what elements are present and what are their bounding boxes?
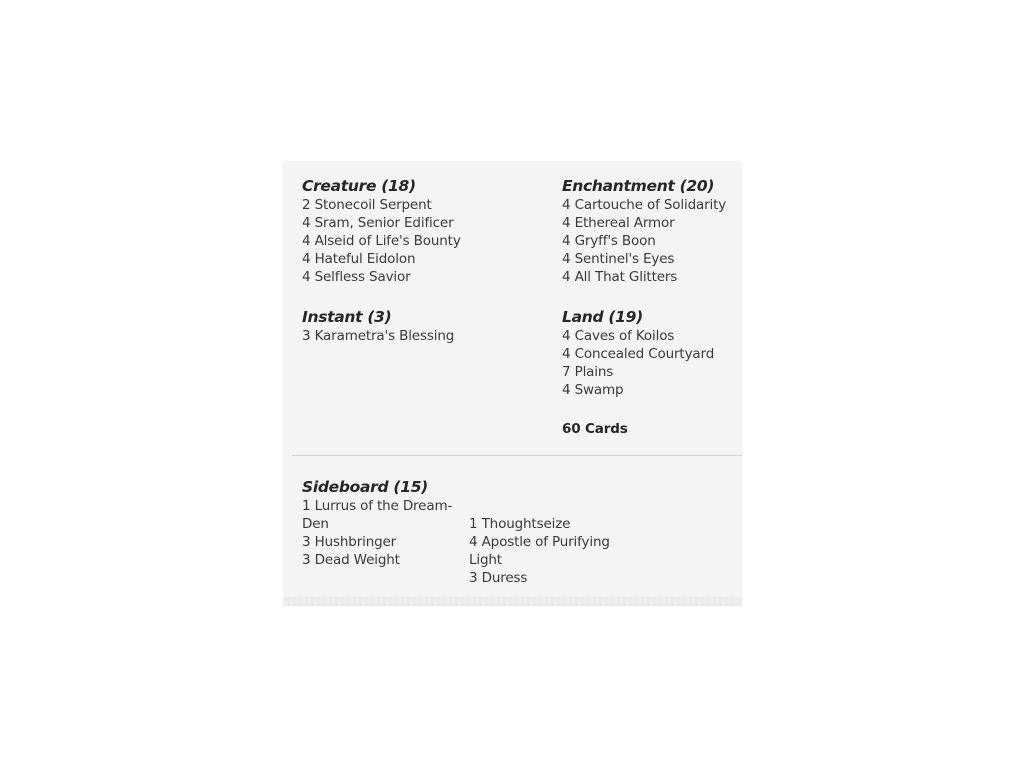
card-entry: 7 Plains xyxy=(562,364,614,380)
card-entry: 3 Duress xyxy=(469,570,528,586)
deck-total: 60 Cards xyxy=(562,421,628,437)
sideboard-divider xyxy=(292,455,742,456)
creature-section xyxy=(302,176,542,286)
card-entry: 4 All That Glitters xyxy=(562,269,678,285)
section-heading-creature: Creature (18) xyxy=(302,177,416,195)
section-heading-instant: Instant (3) xyxy=(302,308,392,326)
card-entry: 4 Selfless Savior xyxy=(302,269,411,285)
card-entry: 3 Hushbringer xyxy=(302,534,397,550)
card-entry: 4 Sentinel's Eyes xyxy=(562,251,675,267)
section-heading-land: Land (19) xyxy=(562,308,643,326)
section-heading-enchantment: Enchantment (20) xyxy=(562,177,715,195)
card-entry: 4 Alseid of Life's Bounty xyxy=(302,233,461,249)
card-entry: 4 Gryff's Boon xyxy=(562,233,656,249)
card-entry: 2 Stonecoil Serpent xyxy=(302,197,432,213)
sideboard-column-2 xyxy=(469,515,629,587)
card-entry: 4 Apostle of Purifying Light xyxy=(469,534,610,568)
land-section xyxy=(562,307,737,399)
main-deck-right-column xyxy=(562,176,737,438)
card-entry: 3 Karametra's Blessing xyxy=(302,328,455,344)
card-entry: 4 Caves of Koilos xyxy=(562,328,675,344)
sideboard-column-1 xyxy=(302,497,457,569)
decklist-panel xyxy=(283,161,742,606)
card-entry: 4 Ethereal Armor xyxy=(562,215,675,231)
instant-section xyxy=(302,307,542,345)
card-entry: 4 Swamp xyxy=(562,382,624,398)
card-entry: 4 Sram, Senior Edificer xyxy=(302,215,454,231)
card-entry: 1 Thoughtseize xyxy=(469,516,571,532)
card-entry: 3 Dead Weight xyxy=(302,552,400,568)
main-deck-left-column xyxy=(302,176,542,366)
card-entry: 1 Lurrus of the Dream-Den xyxy=(302,498,453,532)
card-entry: 4 Cartouche of Solidarity xyxy=(562,197,727,213)
card-entry: 4 Hateful Eidolon xyxy=(302,251,416,267)
card-entry: 4 Concealed Courtyard xyxy=(562,346,715,362)
section-heading-sideboard: Sideboard (15) xyxy=(302,478,428,496)
panel-bottom-strip xyxy=(283,597,742,606)
enchantment-section xyxy=(562,176,737,286)
